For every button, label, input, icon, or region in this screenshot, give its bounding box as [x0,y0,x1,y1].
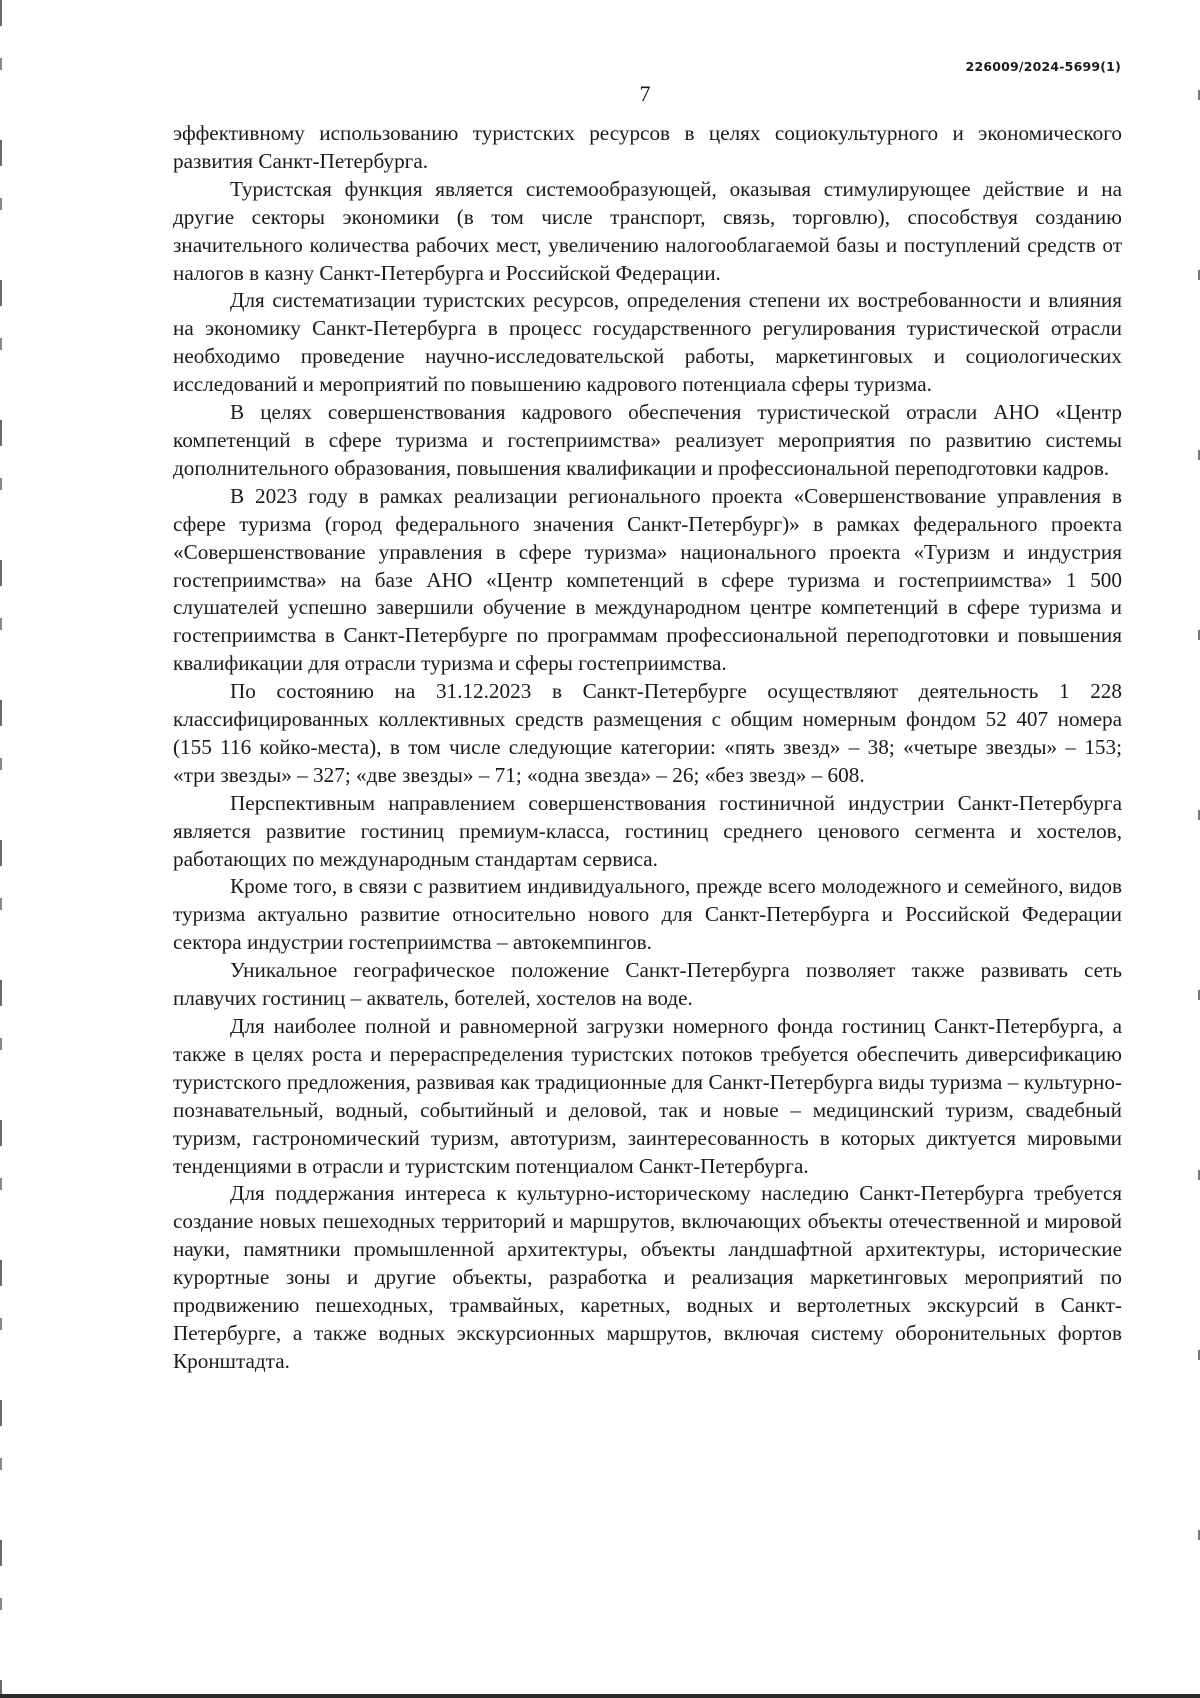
scan-bottom-edge [0,1694,1200,1698]
document-registration-number: 226009/2024-5699(1) [965,59,1121,74]
paragraph-pedestrian-routes: Для поддержания интереса к культурно-историческому наследию Санкт-Петербурга требуется создание новых пешеходных территорий и маршрутов, включающих объекты отечественной и мировой науки, памятники промышленной архитектуры, объекты ландшафтной архитектуры, исторические курортные зоны и другие объекты, разработка и реализация маркетинговых мероприятий по продвижению пешеходных, трамвайных, каретных, водных и вертолетных экскурсий в Санкт-Петербурге, а также водных экскурсионных маршрутов, включая систему оборонительных фортов Кронштадта. [173,1181,1122,1373]
paragraph-regional-project-2023: В 2023 году в рамках реализации регионального проекта «Совершенствование управления в сфере туризма (город федерального значения Санкт-Петербург)» в рамках федерального проекта «Совершенствование управления в сфере туризма» национального проекта «Туризм и индустрия гостеприимства» на базе АНО «Центр компетенций в сфере туризма и гостеприимства» 1 500 слушателей успешно завершили обучение в международном центре компетенций в сфере туризма и гостеприимства в Санкт-Петербурге по программам профессиональной переподготовки и повышения квалификации для отрасли туризма и сферы гостеприимства. [173,483,1122,676]
paragraph-systematization: Для систематизации туристских ресурсов, определения степени их востребованности и влияния на экономику Санкт-Петербурга в процесс государственного регулирования туристической отрасли необходимо проведение научно-исследовательской работы, маркетинговых и социологических исследований и мероприятий по повышению кадрового потенциала сферы туризма. [173,288,1122,397]
paragraph-autocamping: Кроме того, в связи с развитием индивидуального, прежде всего молодежного и семейного, видов туризма актуально развитие относительно нового для Санкт-Петербурга и Российской Федерации сектора индустрии гостеприимства – автокемпингов. [173,874,1122,955]
paragraph-continuation: эффективному использованию туристских ресурсов в целях социокультурного и экономического развития Санкт-Петербурга. [173,121,1122,173]
page-number: 7 [639,81,651,106]
paragraph-hotel-industry-direction: Перспективным направлением совершенствования гостиничной индустрии Санкт-Петербурга является развитие гостиниц премиум-класса, гостиниц среднего ценового сегмента и хостелов, работающих по международным стандартам сервиса. [173,790,1122,871]
paragraph-diversification: Для наиболее полной и равномерной загрузки номерного фонда гостиниц Санкт-Петербурга, а также в целях роста и перераспределения туристских потоков требуется обеспечить диверсификацию туристского предложения, развивая как традиционные для Санкт-Петербурга виды туризма – культурно-познавательный, водный, событийный и деловой, так и новые – медицинский туризм, свадебный туризм, гастрономический туризм, автотуризм, заинтересованность в которых диктуется мировыми тенденциями в отрасли и туристским потенциалом Санкт-Петербурга. [173,1014,1122,1178]
document-body [173,120,1122,1376]
paragraph-accommodation-statistics: По состоянию на 31.12.2023 в Санкт-Петербурге осуществляют деятельность 1 228 классифицированных коллективных средств размещения с общим номерным фондом 52 407 номера (155 116 койко-места), в том числе следующие категории: «пять звезд» – 38; «четыре звезды» – 153; «три звезды» – 327; «две звезды» – 71; «одна звезда» – 26; «без звезд» – 608. [173,679,1122,787]
scan-edge-left [0,0,2,1698]
paragraph-personnel-training: В целях совершенствования кадрового обеспечения туристической отрасли АНО «Центр компетенций в сфере туризма и гостеприимства» реализует мероприятия по развитию системы дополнительного образования, повышения квалификации и профессиональной переподготовки кадров. [173,400,1122,480]
paragraph-floating-hotels: Уникальное географическое положение Санкт-Петербурга позволяет также развивать сеть плавучих гостиниц – акватель, ботелей, хостелов на воде. [173,958,1122,1011]
paragraph-tourism-function: Туристская функция является системообразующей, оказывая стимулирующее действие и на другие секторы экономики (в том числе транспорт, связь, торговлю), способствуя созданию значительного количества рабочих мест, увеличению налогооблагаемой базы и поступлений средств от налогов в казну Санкт-Петербурга и Российской Федерации. [173,176,1122,285]
